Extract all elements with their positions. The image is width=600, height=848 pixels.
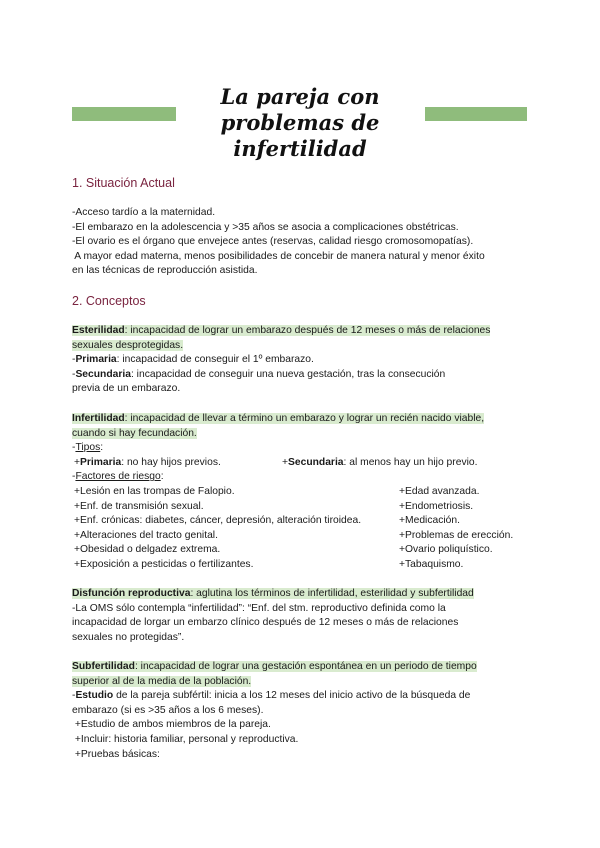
disfuncion-block: Disfunción reproductiva: aglutina los términos de infertilidad, esterilidad y subfertilidad -La OMS sólo contempla “infertilidad”: “Enf. del stm. reproductivo definida como la incapacidad de lorgar un embarzo clínico después de 12 meses o más de relaciones sexuales no protegidas”. (72, 588, 474, 643)
factores-left-list (74, 485, 361, 573)
decorative-bar-left (72, 107, 176, 121)
list-item: +Problemas de erección. (399, 529, 514, 541)
page-title: La pareja con problemas de infertilidad (220, 84, 380, 161)
esterilidad-block: Esterilidad: incapacidad de lograr un embarazo después de 12 meses o más de relaciones sexuales desprotegidas. -Primaria: incapacidad de conseguir el 1º embarazo. -Secundaria: incapacidad de conseguir una nueva gestación, tras la consecución previa de un embarazo. (72, 325, 491, 395)
list-item: +Pruebas básicas: (72, 748, 160, 760)
list-item: +Lesión en las trompas de Falopio. (74, 486, 235, 497)
list-item: +Obesidad o delgadez extrema. (74, 544, 221, 556)
list-item: +Estudio de ambos miembros de la pareja. (72, 719, 271, 731)
list-item: +Medicación. (399, 515, 460, 527)
list-item: +Exposición a pesticidas o fertilizantes. (74, 558, 254, 570)
tipos-row: +Primaria: no hay hijos previos. +Secundaria: al menos hay un hijo previo. (74, 456, 478, 468)
section-heading-situacion: 1. Situación Actual (72, 176, 175, 190)
infertilidad-block: Infertilidad: incapacidad de llevar a término un embarazo y lograr un recién nacido viable, cuando si hay fecundación. -Tipos: +Primaria: no hay hijos previos. +Secundaria: al menos hay un hijo previo. -Factores de riesgo: (72, 413, 485, 483)
list-item: +Tabaquismo. (399, 558, 464, 570)
decorative-bar-right (425, 107, 527, 121)
list-item: +Ovario poliquístico. (399, 544, 493, 556)
list-item: +Edad avanzada. (399, 486, 480, 497)
subfertilidad-block: Subfertilidad: incapacidad de lograr una gestación espontánea en un periodo de tiempo superior al de la media de la población. -Estudio de la pareja subfértil: inicia a los 12 meses del inicio activo de la búsqueda de embarazo (si es >35 años a los 6 meses). +Estudio de ambos miembros de la pareja. +Incluir: historia familiar, personal y reproductiva. +Pruebas básicas: (72, 660, 477, 762)
list-item: +Alteraciones del tracto genital. (74, 529, 218, 541)
list-item: +Enf. crónicas: diabetes, cáncer, depresión, alteración tiroidea. (74, 515, 362, 527)
list-item: +Endometriosis. (399, 500, 474, 512)
list-item: +Enf. de transmisión sexual. (74, 500, 204, 512)
situacion-paragraph: -Acceso tardío a la maternidad. -El embarazo en la adolescencia y >35 años se asocia a complicaciones obstétricas. -El ovario es el órgano que envejece antes (reservas, calidad riesgo cromosomopatías). A mayor edad materna, menos posibilidades de concebir de manera natural y menor éxito en las técnicas de reproducción asistida. (72, 207, 485, 277)
factores-right-list (399, 485, 513, 573)
section-heading-conceptos: 2. Conceptos (72, 294, 146, 308)
list-item: +Incluir: historia familiar, personal y reproductiva. (72, 733, 299, 745)
